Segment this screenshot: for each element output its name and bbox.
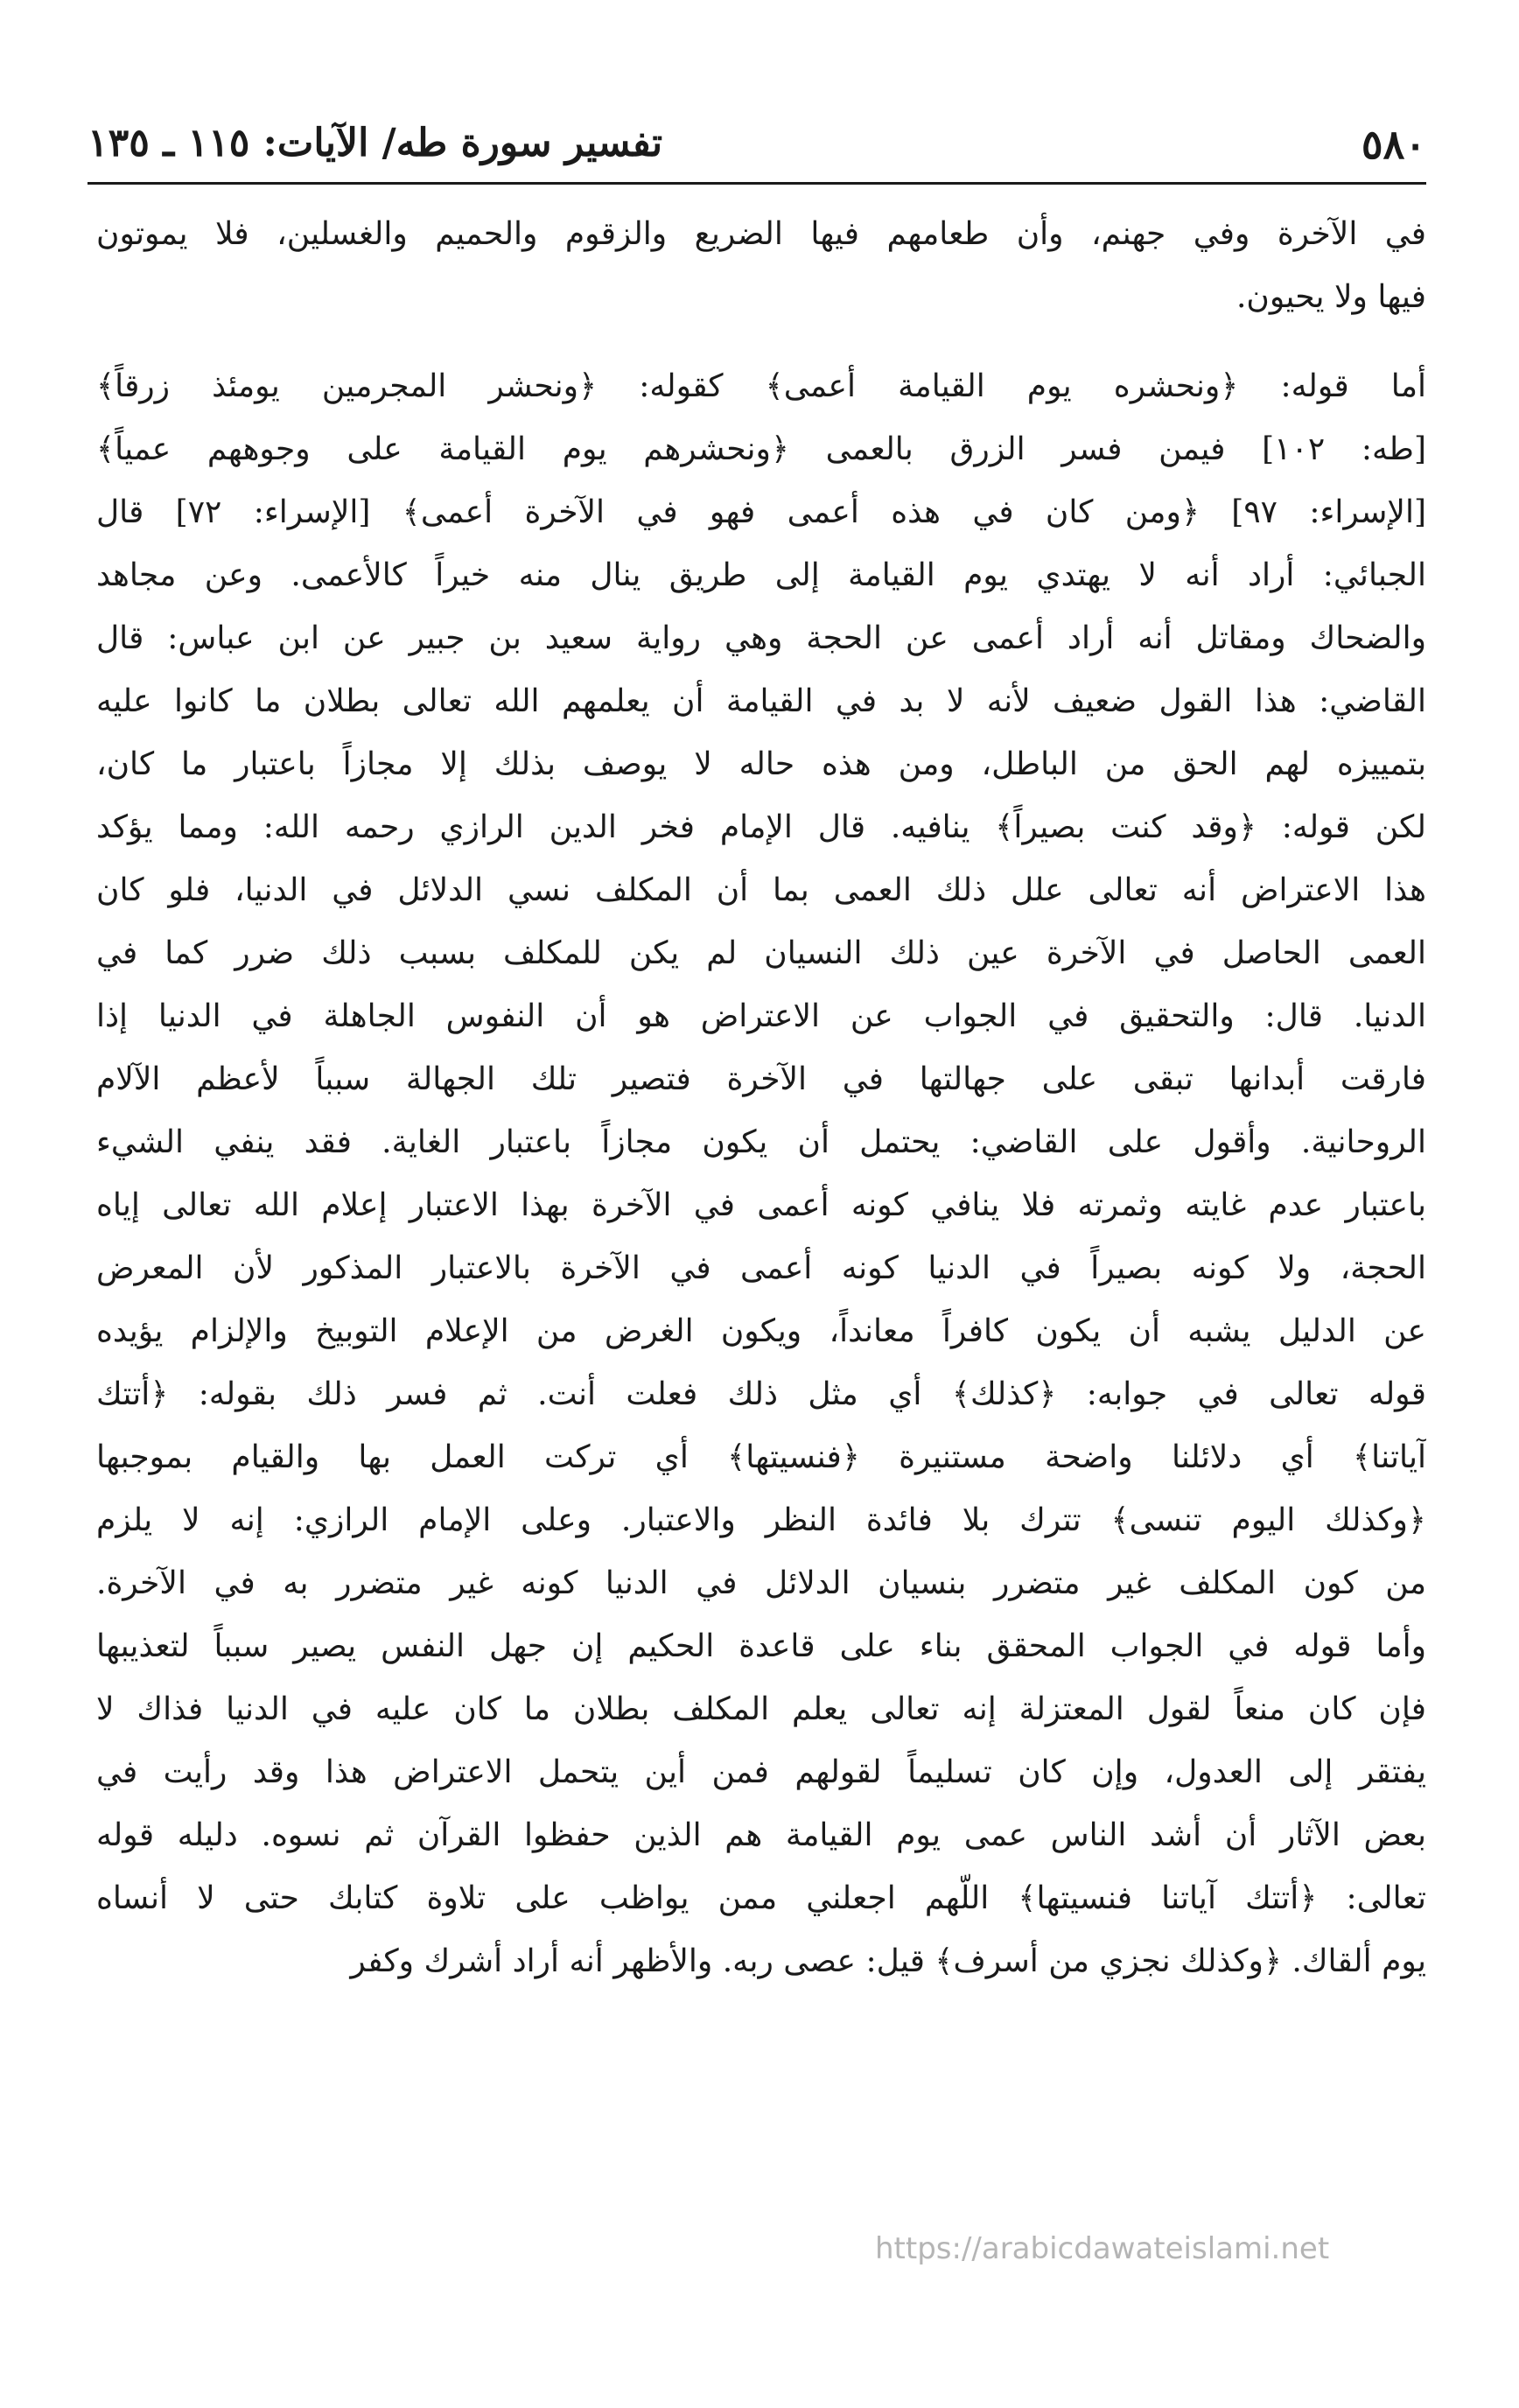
text-line: الجبائي: أراد أنه لا يهتدي يوم القيامة إلى طريق ينال منه خيراً كالأعمى. وعن مجاهد [96, 557, 1426, 593]
text-line: في الآخرة وفي جهنم، وأن طعامهم فيها الضريع والزقوم والحميم والغسلين، فلا يموتون [96, 216, 1426, 252]
paragraph-gap [96, 329, 1426, 355]
text-line: يفتقر إلى العدول، وإن كان تسليماً لقولهم فمن أين يتحمل الاعتراض هذا وقد رأيت في [96, 1754, 1426, 1790]
watermark: https://arabicdawateislami.net [875, 2231, 1330, 2266]
body-text [96, 203, 1426, 1993]
text-line: الحجة، ولا كونه بصيراً في الدنيا كونه أعمى في الآخرة بالاعتبار المذكور لأن المعرض [96, 1250, 1426, 1286]
text-line: القاضي: هذا القول ضعيف لأنه لا بد في القيامة أن يعلمهم الله تعالى بطلان ما كانوا عليه [96, 683, 1426, 719]
text-line: الدنيا. قال: والتحقيق في الجواب عن الاعتراض هو أن النفوس الجاهلة في الدنيا إذا [96, 998, 1426, 1034]
text-line: آياتنا﴾ أي دلائلنا واضحة مستنيرة ﴿فنسيتها﴾ أي تركت العمل بها والقيام بموجبها [96, 1439, 1426, 1475]
text-line: من كون المكلف غير متضرر بنسيان الدلائل في الدنيا كونه غير متضرر به في الآخرة. [96, 1565, 1426, 1601]
text-line: يوم ألقاك. ﴿وكذلك نجزي من أسرف﴾ قيل: عصى ربه. والأظهر أنه أراد أشرك وكفر [350, 1943, 1426, 1979]
text-line: لكن قوله: ﴿وقد كنت بصيراً﴾ ينافيه. قال الإمام فخر الدين الرازي رحمه الله: ومما يؤكد [96, 809, 1426, 845]
text-line: بتمييزه لهم الحق من الباطل، ومن هذه حاله لا يوصف بذلك إلا مجازاً باعتبار ما كان، [96, 746, 1426, 782]
paragraph [96, 203, 1426, 329]
text-line: الروحانية. وأقول على القاضي: يحتمل أن يكون مجازاً باعتبار الغاية. فقد ينفي الشيء [96, 1124, 1426, 1160]
text-line: تعالى: ﴿أتتك آياتنا فنسيتها﴾ اللّهم اجعلني ممن يواظب على تلاوة كتابك حتى لا أنساه [96, 1880, 1426, 1916]
text-line: والضحاك ومقاتل أنه أراد أعمى عن الحجة وهي رواية سعيد بن جبير عن ابن عباس: قال [96, 620, 1426, 656]
page-header [88, 121, 1426, 173]
text-line: عن الدليل يشبه أن يكون كافراً معانداً، ويكون الغرض من الإعلام التوبيخ والإلزام يؤيده [96, 1313, 1426, 1349]
text-line: أما قوله: ﴿ونحشره يوم القيامة أعمى﴾ كقوله: ﴿ونحشر المجرمين يومئذ زرقاً﴾ [96, 368, 1426, 404]
text-line: ﴿وكذلك اليوم تنسى﴾ تترك بلا فائدة النظر والاعتبار. وعلى الإمام الرازي: إنه لا يلزم [96, 1502, 1426, 1538]
text-line: العمى الحاصل في الآخرة عين ذلك النسيان لم يكن للمكلف بسبب ذلك ضرر كما في [96, 935, 1426, 971]
header-divider [88, 182, 1426, 185]
text-line: وأما قوله في الجواب المحقق بناء على قاعدة الحكيم إن جهل النفس يصير سبباً لتعذيبها [96, 1628, 1426, 1664]
text-line: [طه: ١٠٢] فيمن فسر الزرق بالعمى ﴿ونحشرهم يوم القيامة على وجوههم عمياً﴾ [96, 431, 1426, 467]
text-line: هذا الاعتراض أنه تعالى علل ذلك العمى بما أن المكلف نسي الدلائل في الدنيا، فلو كان [96, 872, 1426, 908]
text-line: قوله تعالى في جوابه: ﴿كذلك﴾ أي مثل ذلك فعلت أنت. ثم فسر ذلك بقوله: ﴿أتتك [96, 1376, 1426, 1412]
paragraph [96, 355, 1426, 1993]
text-line: فارقت أبدانها تبقى على جهالتها في الآخرة فتصير تلك الجهالة سبباً لأعظم الآلام [96, 1061, 1426, 1097]
text-line: بعض الآثار أن أشد الناس عمى يوم القيامة هم الذين حفظوا القرآن ثم نسوه. دليله قوله [96, 1817, 1426, 1853]
text-line: باعتبار عدم غايته وثمرته فلا ينافي كونه أعمى في الآخرة بهذا الاعتبار إعلام الله تعالى إياه [96, 1187, 1426, 1223]
text-line: فيها ولا يحيون. [1236, 279, 1426, 315]
text-line: [الإسراء: ٩٧] ﴿ومن كان في هذه أعمى فهو في الآخرة أعمى﴾ [الإسراء: ٧٢] قال [96, 494, 1426, 530]
running-title: تفسير سورة طه/ الآيات: ١١٥ ـ ١٣٥ [88, 121, 663, 165]
page-number: ٥٨٠ [1361, 121, 1426, 168]
text-line: فإن كان منعاً لقول المعتزلة إنه تعالى يعلم المكلف بطلان ما كان عليه في الدنيا فذاك لا [96, 1691, 1426, 1727]
